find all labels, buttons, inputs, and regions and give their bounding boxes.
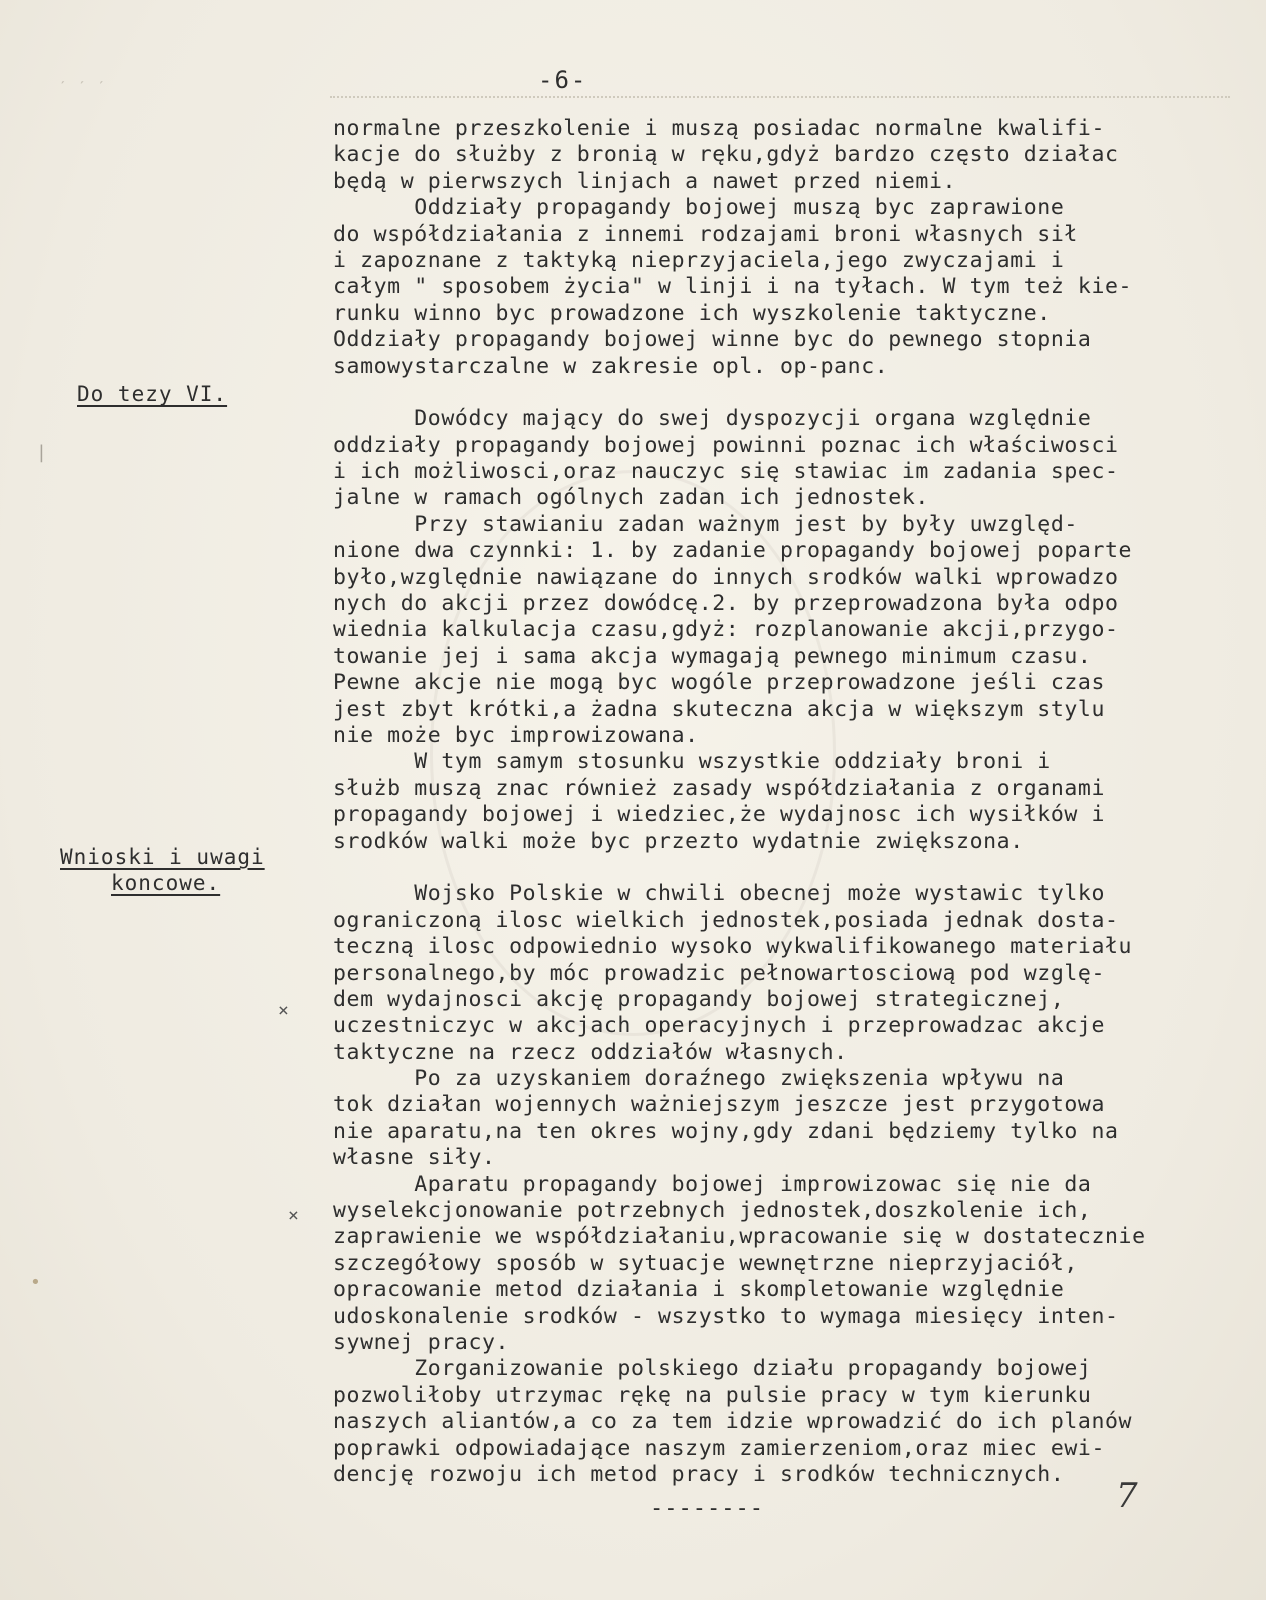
margin-mark: | — [36, 442, 47, 463]
body-line: uczestniczyc w akcjach operacyjnych i przeprowadzac akcje — [333, 1013, 1106, 1039]
body-line: jalne w ramach ogólnych zadan ich jednostek. — [333, 485, 929, 511]
body-line: nie aparatu,na ten okres wojny,gdy zdani będziemy tylko na — [333, 1118, 1119, 1144]
body-line: Oddziały propagandy bojowej muszą byc zaprawione — [333, 195, 1065, 221]
body-line: teczną ilosc odpowiednio wysoko wykwalifikowanego materiału — [333, 934, 1133, 960]
page-number: -6- — [538, 66, 588, 94]
body-line: Po za uzyskaniem doraźnego zwiększenia wpływu na — [333, 1066, 1065, 1092]
body-line: Zorganizowanie polskiego działu propagandy bojowej — [333, 1356, 1092, 1382]
body-line: taktyczne na rzecz oddziałów własnych. — [333, 1039, 848, 1065]
body-line: udoskonalenie srodków - wszystko to wymaga miesięcy inten- — [333, 1303, 1119, 1329]
body-line: i ich możliwosci,oraz nauczyc się stawiac im zadania spec- — [333, 459, 1119, 485]
pencil-mark: ˊ ˊ ˊ — [58, 78, 107, 97]
body-line: dencję rozwoju ich metod pracy i srodków technicznych. — [333, 1461, 1065, 1487]
body-line: nych do akcji przez dowódcę.2. by przeprowadzona była odpo — [333, 591, 1119, 617]
typewritten-body — [333, 116, 1238, 1488]
body-line: Aparatu propagandy bojowej improwizowac się nie da — [333, 1171, 1092, 1197]
body-line: runku winno byc prowadzone ich wyszkolenie taktyczne. — [333, 300, 1051, 326]
body-line: tok działan wojennych ważniejszym jeszcze jest przygotowa — [333, 1092, 1106, 1118]
body-line: Przy stawianiu zadan ważnym jest by były uwzględ- — [333, 511, 1078, 537]
body-line: wiednia kalkulacja czasu,gdyż: rozplanowanie akcji,przygo- — [333, 617, 1119, 643]
body-line: było,względnie nawiązane do innych srodków walki wprowadzo — [333, 564, 1119, 590]
body-line: oddziały propagandy bojowej powinni poznac ich właściwosci — [333, 432, 1119, 458]
thesis-margin-label: Do tezy VI. — [77, 382, 228, 406]
body-line: opracowanie metod działania i skompletowanie względnie — [333, 1277, 1065, 1303]
body-line: będą w pierwszych linjach a nawet przed niemi. — [333, 168, 957, 194]
body-line: srodków walki może byc przezto wydatnie zwiększona. — [333, 828, 1024, 854]
body-line: samowystarczalne w zakresie opl. op-panc. — [333, 353, 889, 379]
body-line: Wojsko Polskie w chwili obecnej może wystawic tylko — [333, 881, 1106, 907]
body-line: towanie jej i sama akcja wymagają pewnego minimum czasu. — [333, 643, 1092, 669]
body-line: normalne przeszkolenie i muszą posiadac normalne kwalifi- — [333, 116, 1106, 141]
paragraph-gap — [333, 380, 1238, 406]
body-line: całym " sposobem życia" w linji i na tyłach. W tym też kie- — [333, 274, 1133, 300]
body-line: jest zbyt krótki,a żadna skuteczna akcja w większym stylu — [333, 696, 1106, 722]
paragraph-gap — [333, 855, 1238, 881]
body-line: i zapoznane z taktyką nieprzyjaciela,jego zwyczajami i — [333, 247, 1065, 273]
pencil-tick-mark: × — [278, 1000, 289, 1021]
body-line: do współdziałania z innemi rodzajami broni własnych sił — [333, 221, 1078, 247]
body-line: nie może byc improwizowana. — [333, 722, 699, 748]
body-line: Oddziały propagandy bojowej winne byc do pewnego stopnia — [333, 327, 1092, 353]
body-line: ograniczoną ilosc wielkich jednostek,posiada jednak dosta- — [333, 907, 1119, 933]
body-line: dem wydajnosci akcję propagandy bojowej strategicznej, — [333, 986, 1065, 1012]
body-line: W tym samym stosunku wszystkie oddziały broni i — [333, 749, 1051, 775]
body-line: wyselekcjonowanie potrzebnych jednostek,doszkolenie ich, — [333, 1198, 1092, 1224]
body-line: zaprawienie we współdziałaniu,wpracowanie się w dostatecznie — [333, 1224, 1146, 1250]
body-line: pozwoliłoby utrzymac rękę na pulsie pracy w tym kierunku — [333, 1382, 1092, 1408]
body-line: sywnej pracy. — [333, 1329, 510, 1355]
body-line: kacje do służby z bronią w ręku,gdyż bardzo często działac — [333, 142, 1119, 168]
handwritten-page-number: 7 — [1116, 1476, 1138, 1516]
body-line: nione dwa czynnki: 1. by zadanie propagandy bojowej poparte — [333, 538, 1133, 564]
body-line: personalnego,by móc prowadzic pełnowartosciową pod wzglę- — [333, 960, 1106, 986]
body-line: Dowódcy mający do swej dyspozycji organa względnie — [333, 406, 1092, 432]
conclusions-label-line2: koncowe. — [111, 871, 221, 895]
margin-stain: • — [30, 1272, 41, 1293]
pencil-tick-mark: × — [288, 1205, 299, 1226]
closing-dashes: -------- — [650, 1496, 764, 1521]
conclusions-label-line1: Wnioski i uwagi — [60, 845, 265, 869]
body-line: Pewne akcje nie mogą byc wogóle przeprowadzone jeśli czas — [333, 670, 1106, 696]
body-line: służb muszą znac również zasady współdziałania z organami — [333, 775, 1106, 801]
body-line: naszych aliantów,a co za tem idzie wprowadzić do ich planów — [333, 1409, 1133, 1435]
body-line: poprawki odpowiadające naszym zamierzeniom,oraz miec ewi- — [333, 1435, 1106, 1461]
bleed-through-line — [330, 96, 1230, 104]
body-line: własne siły. — [333, 1145, 496, 1171]
body-line: propagandy bojowej i wiedziec,że wydajnosc ich wysiłków i — [333, 802, 1106, 828]
body-line: szczegółowy sposób w sytuacje wewnętrzne nieprzyjaciół, — [333, 1250, 1078, 1276]
